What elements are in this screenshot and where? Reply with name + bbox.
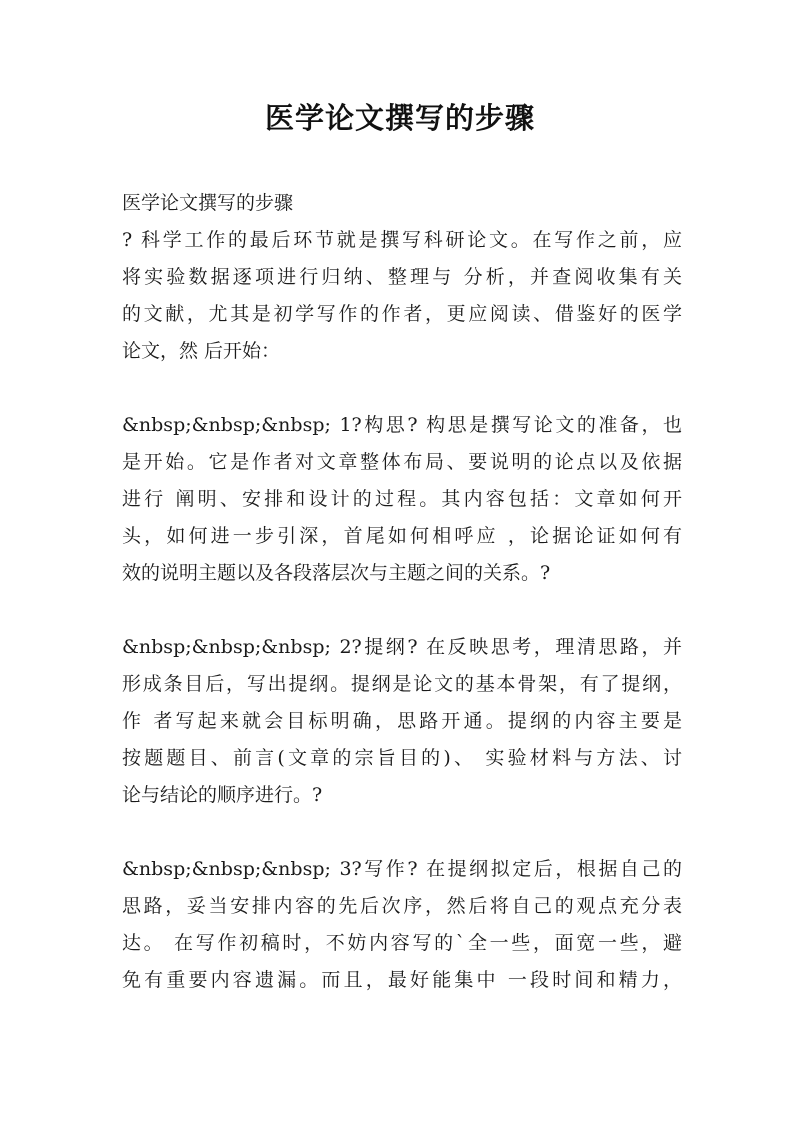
document-body — [122, 185, 682, 999]
text-line: &nbsp;&nbsp;&nbsp; 3?写作? 在提纲拟定后，根据自己的 — [122, 858, 682, 880]
text-line: 论文，然 后开始： — [122, 340, 281, 362]
text-line: 进行 阐明、安排和设计的过程。其内容包括：文章如何开 — [122, 488, 682, 510]
text-line: &nbsp;&nbsp;&nbsp; 1?构思? 构思是撰写论文的准备，也 — [122, 414, 682, 436]
text-line: 达。 在写作初稿时，不妨内容写的`全一些，面宽一些，避 — [122, 932, 682, 954]
text-line: 论与结论的顺序进行。? — [122, 784, 323, 806]
text-line: 作 者写起来就会目标明确，思路开通。提纲的内容主要是 — [122, 710, 682, 732]
text-line: 免有重要内容遗漏。而且，最好能集中 一段时间和精力， — [122, 969, 682, 991]
text-line: 将实验数据逐项进行归纳、整理与 分析，并查阅收集有关 — [122, 266, 682, 288]
text-line: 的文献，尤其是初学写作的作者，更应阅读、借鉴好的医学 — [122, 303, 682, 325]
text-line: 按题题目、前言(文章的宗旨目的)、 实验材料与方法、讨 — [122, 747, 682, 769]
text-line: 思路，妥当安排内容的先后次序，然后将自己的观点充分表 — [122, 895, 682, 917]
text-line: 头，如何进一步引深，首尾如何相呼应 ，论据论证如何有 — [122, 525, 682, 547]
paragraph-gap — [122, 592, 682, 629]
text-line: &nbsp;&nbsp;&nbsp; 2?提纲? 在反映思考，理清思路，并 — [122, 636, 682, 658]
paragraph-gap — [122, 370, 682, 407]
text-line: ? 科学工作的最后环节就是撰写科研论文。在写作之前，应 — [122, 229, 682, 251]
text-line: 是开始。它是作者对文章整体布局、要说明的论点以及依据 — [122, 451, 682, 473]
text-line: 医学论文撰写的步骤 — [122, 192, 294, 214]
text-line: 形成条目后，写出提纲。提纲是论文的基本骨架，有了提纲， — [122, 673, 682, 695]
document-title: 医学论文撰写的步骤 — [264, 101, 535, 135]
text-line: 效的说明主题以及各段落层次与主题之间的关系。? — [122, 562, 551, 584]
paragraph-gap — [122, 814, 682, 851]
